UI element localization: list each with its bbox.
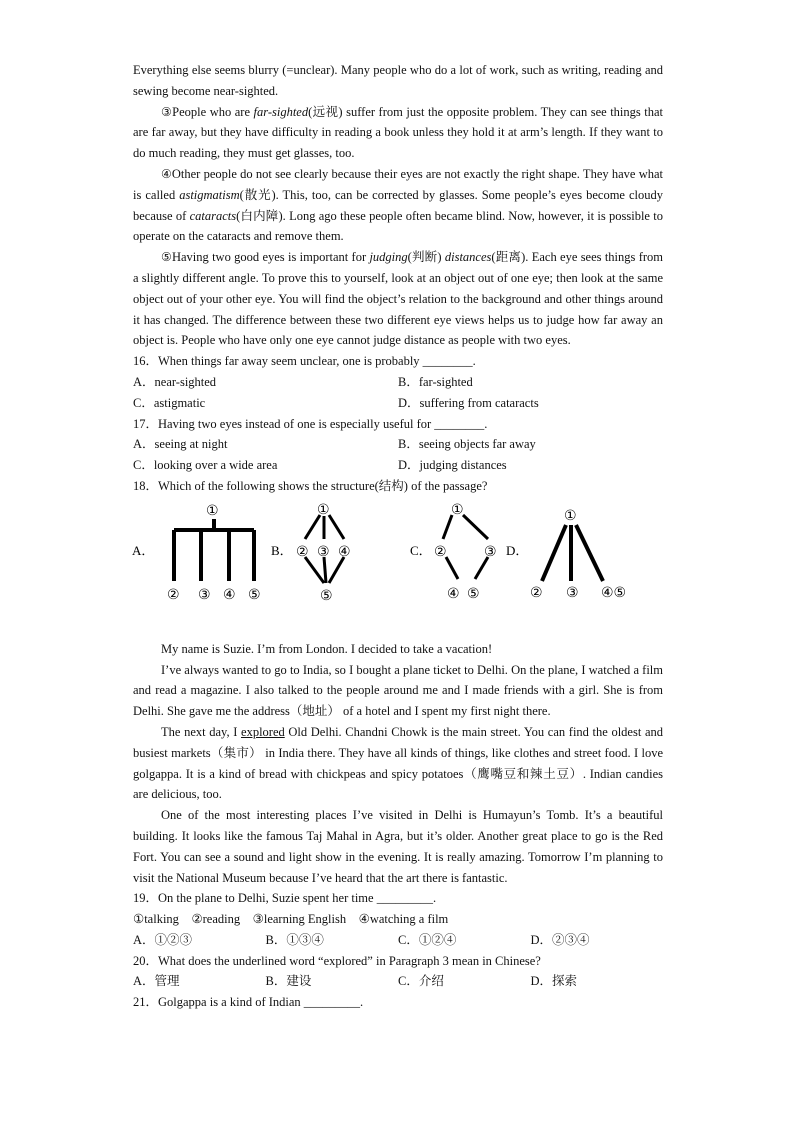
option-19a[interactable]: A．①②③ [133, 932, 193, 947]
option-16a[interactable]: A．near-sighted [133, 374, 217, 389]
option-16c[interactable]: C．astigmatic [133, 395, 206, 410]
diagram-d-node-1: ① [564, 507, 577, 524]
diagram-b-edge-3-5 [324, 557, 326, 583]
question-20-stem: 20．What does the underlined word “explored” in Paragraph 3 mean in Chinese? [133, 953, 541, 968]
question-16-options-row1 [133, 372, 663, 393]
diagram-b-edge-1-4 [329, 515, 344, 539]
diagram-c-node-4: ④ [447, 585, 460, 602]
diagram-b-node-2: ② [296, 543, 309, 560]
option-16b[interactable]: B．far-sighted [398, 374, 473, 389]
diagram-d-edge-1-2 [542, 525, 566, 581]
question-16-stem: 16．When things far away seem unclear, one is probably ________. [133, 354, 476, 369]
diagram-d-node-2: ② [530, 584, 543, 601]
diagram-label-a[interactable]: A． [132, 542, 155, 558]
diagram-a-node-5: ⑤ [248, 586, 261, 603]
option-19d[interactable]: D．②③④ [530, 932, 590, 947]
option-17b[interactable]: B．seeing objects far away [398, 437, 536, 452]
question-19-stem: 19．On the plane to Delhi, Suzie spent her time _________. [133, 891, 437, 906]
diagram-b-edge-1-2 [305, 515, 320, 539]
diagram-c-edge-2-45 [446, 557, 458, 579]
structure-diagrams-svg [0, 499, 794, 617]
option-17a[interactable]: A．seeing at night [133, 437, 228, 452]
diagram-a-node-2: ② [167, 586, 180, 603]
diagram-a-node-4: ④ [223, 586, 236, 603]
passage1-paragraph-4: ④Other people do not see clearly because their eyes are not exactly the right shape. They have what is called astigmatism(散光). This, too, can be corrected by glasses. Some people’s eyes become cloudy because of cataracts(白内障). Long ago these people often became blind. Now, however, it is possible to operate on the cataracts and remove them. [133, 166, 663, 244]
passage2-paragraph-4: One of the most interesting places I’ve visited in Delhi is Humayun’s Tomb. It’s a beautiful building. It looks like the famous Taj Mahal in Agra, but it’s older. Another great place to go is the Red Fort. You can see a sound and light show in the evening. It is really amazing. Tomorrow I’m planning to visit the National Museum because I’ve heard that the art there is fantastic. [133, 808, 663, 885]
question-17-stem: 17．Having two eyes instead of one is especially useful for ________. [133, 416, 488, 431]
diagram-label-c[interactable]: C． [410, 542, 432, 558]
diagram-a-node-3: ③ [198, 586, 211, 603]
diagram-a-node-1: ① [206, 502, 219, 519]
item-19-1: ①talking [133, 912, 179, 927]
question-17-options-row2 [133, 455, 663, 476]
diagram-b-node-1: ① [317, 501, 330, 518]
item-19-2: ②reading [191, 912, 241, 927]
structure-diagrams [133, 499, 663, 617]
option-20a[interactable]: A．管理 [133, 974, 180, 989]
question-21-stem: 21．Golgappa is a kind of Indian _________. [133, 995, 364, 1010]
diagram-a [174, 519, 254, 581]
diagram-label-b[interactable]: B． [271, 542, 293, 558]
option-17d[interactable]: D．judging distances [398, 458, 507, 473]
section-gap [133, 617, 663, 639]
diagram-c-node-3: ③ [484, 543, 497, 560]
item-19-4: ④watching a film [358, 912, 449, 927]
option-16d[interactable]: D．suffering from cataracts [398, 395, 539, 410]
passage1-paragraph-3: ③People who are far-sighted(远视) suffer from just the opposite problem. They can see things that are far away, but they have difficulty in reading a book unless they hold it at arm’s length. If they want to do much reading, they must get glasses, too. [133, 104, 664, 161]
question-18-stem: 18．Which of the following shows the structure(结构) of the passage? [133, 478, 488, 493]
option-17c[interactable]: C．looking over a wide area [133, 458, 278, 473]
diagram-d-node-45: ④⑤ [601, 584, 627, 601]
passage1-paragraph-5: ⑤Having two good eyes is important for judging(判断) distances(距离). Each eye sees things from a slightly different angle. To prove this to yourself, look at an object out of one eye; then look at the same object out of your other eye. You will find the object’s relation to the background and other things around it has changed. The difference between these two different eye views helps us to judge how far away an object is. People who have only one eye cannot judge distance as people with two eyes. [133, 250, 664, 348]
option-19c[interactable]: C．①②④ [398, 932, 457, 947]
underlined-word-explored: explored [241, 724, 285, 739]
diagram-c [443, 515, 488, 579]
passage2-paragraph-1: My name is Suzie. I’m from London. I decided to take a vacation! [161, 641, 493, 656]
option-20b[interactable]: B．建设 [265, 974, 312, 989]
diagram-d-node-3: ③ [566, 584, 579, 601]
diagram-b-node-3: ③ [317, 543, 330, 560]
diagram-b-node-4: ④ [338, 543, 351, 560]
question-19-options [133, 930, 663, 951]
diagram-c-edge-1-3 [463, 515, 488, 539]
option-20d[interactable]: D．探索 [530, 974, 578, 989]
diagram-c-node-1: ① [451, 501, 464, 518]
passage1-paragraph-continued: Everything else seems blurry (=unclear). Many people who do a lot of work, such as writing, reading and sewing become near-sighted. [133, 63, 663, 98]
diagram-d [542, 525, 603, 581]
option-19b[interactable]: B．①③④ [265, 932, 324, 947]
diagram-b-edge-4-5 [329, 557, 344, 583]
diagram-b-edge-2-5 [305, 557, 324, 583]
question-19-items [133, 909, 663, 930]
diagram-d-edge-1-45 [576, 525, 603, 581]
diagram-b-node-5: ⑤ [320, 587, 333, 604]
item-19-3: ③learning English [252, 912, 347, 927]
passage2-paragraph-2: I’ve always wanted to go to India, so I bought a plane ticket to Delhi. On the plane, I watched a film and read a magazine. I also talked to the people around me and I made friends with a girl. She is from Delhi. She gave me the address（地址） of a hotel and I spent my first night there. [133, 662, 663, 719]
passage2-paragraph-3: The next day, I explored Old Delhi. Chandni Chowk is the main street. You can find the oldest and busiest markets（集市） in India there. They have all kinds of things, like clothes and street food. I love golgappa. It is a kind of bread with chickpeas and spicy potatoes（鹰嘴豆和辣土豆）. Indian candies are delicious, too. [133, 724, 663, 802]
question-16-options-row2 [133, 393, 663, 414]
diagram-label-d[interactable]: D． [506, 542, 529, 558]
question-17-options-row1 [133, 434, 663, 455]
option-20c[interactable]: C．介绍 [398, 974, 444, 989]
diagram-c-node-5: ⑤ [467, 585, 480, 602]
diagram-c-edge-3-45 [475, 557, 488, 579]
worksheet-page [133, 60, 663, 1013]
diagram-c-edge-1-2 [443, 515, 452, 539]
diagram-c-node-2: ② [434, 543, 447, 560]
question-20-options [133, 971, 663, 992]
